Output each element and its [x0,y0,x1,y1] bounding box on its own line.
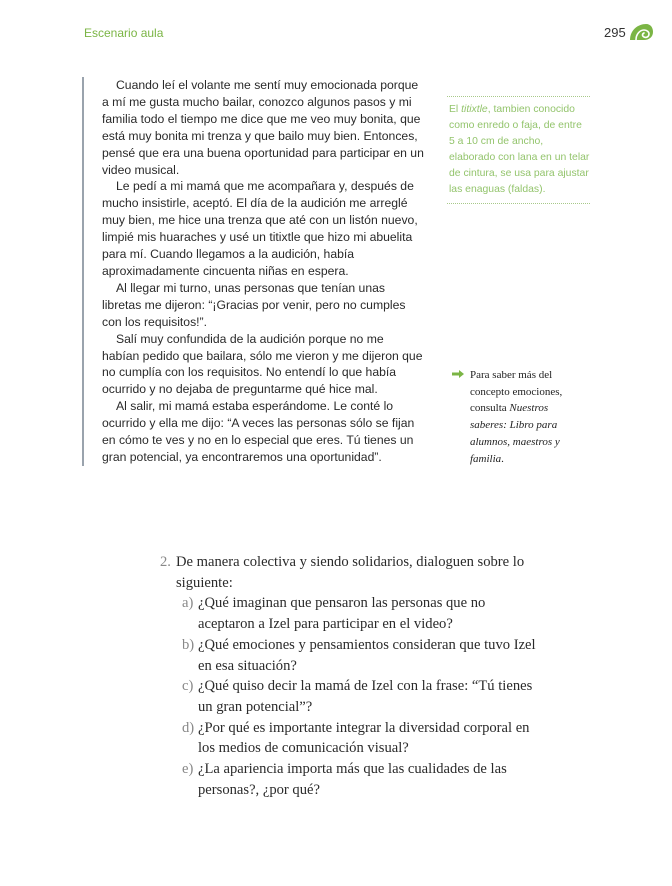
question-item [160,593,540,634]
section-title: Escenario aula [84,26,164,40]
story-text [82,77,424,466]
question-letter: c) [182,678,194,695]
story-paragraph: Al salir, mi mamá estaba esperándome. Le conté lo ocurrido y ella me dijo: “A veces las personas sólo se fijan en cómo te ves y no en lo especial que eres. Tú tienes un gran potencial, ya encontraremos una oportunidad”. [102,399,415,464]
question-letter: e) [182,761,194,778]
book-title: Nuestros saberes: Libro para alumnos, maestros y familia [470,402,560,465]
question-item [160,635,540,676]
tip-text: Para saber más del concepto emociones, consulta [470,369,563,415]
story-paragraph: Al llegar mi turno, unas personas que tenían unas libretas me dijeron: “¡Gracias por venir, pero no cumples con los requisitos!”. [102,280,406,329]
story-paragraph: Le pedí a mi mamá que me acompañara y, después de mucho insistirle, aceptó. El día de la audición me arreglé muy bien, me hice una trenza que até con un listón nuevo, limpié mis huaraches y usé un titixtle que hizo mi abuelita para mí. Cuando llegamos a la audición, había aproximadamente cincuenta niñas en espera. [102,179,418,278]
question-item [160,676,540,717]
question-text: ¿Por qué es importante integrar la diversidad corporal en los medios de comunicación visual? [198,719,530,757]
question-letter: b) [182,636,195,653]
note-text: , tambien conocido como enredo o faja, de entre 5 a 10 cm de ancho, elaborado con lana en un telar de cintura, se usa para ajustar las enaguas (faldas). [449,104,590,195]
note-prefix: El [449,104,462,115]
tip-end: . [501,452,504,465]
question-item [160,718,540,759]
story-paragraph: Cuando leí el volante me sentí muy emocionada porque a mí me gusta mucho bailar, conozco algunos pasos y mi familia todo el tiempo me dice que me veo muy bonita, que está muy bonita mi trenza y que bailo muy bien. Entonces, pensé que era una buena oportunidad para participar en un video musical. [102,78,424,177]
activity-number: 2. [160,554,171,570]
question-letter: a) [182,595,194,612]
question-text: ¿La apariencia importa más que las cualidades de las personas?, ¿por qué? [198,761,507,798]
question-list [160,593,540,800]
question-text: ¿Qué imaginan que pensaron las personas que no aceptaron a Izel para participar en el video? [198,595,486,633]
question-text: ¿Qué emociones y pensamientos consideran que tuvo Izel en esa situación? [198,636,536,674]
pointing-arrow-icon [452,370,464,378]
question-item [160,759,540,800]
question-text: ¿Qué quiso decir la mamá de Izel con la frase: “Tú tienes un gran potencial”? [198,678,533,715]
note-term: titixtle [461,104,488,115]
spiral-leaf-icon [628,22,654,42]
question-letter: d) [182,719,195,736]
activity [160,552,540,800]
activity-prompt-text: De manera colectiva y siendo solidarios, dialoguen sobre lo siguiente: [176,554,525,591]
glossary-note [447,96,590,204]
activity-prompt [160,552,540,593]
page-number: 295 [604,25,626,40]
reference-tip [452,367,582,467]
story-paragraph: Salí muy confundida de la audición porque no me habían pedido que bailara, sólo me vieron y me dijeron que no cumplía con los requisitos. No entendí lo que había ocurrido y no dejaba de preguntarme qué hice mal. [102,331,423,397]
